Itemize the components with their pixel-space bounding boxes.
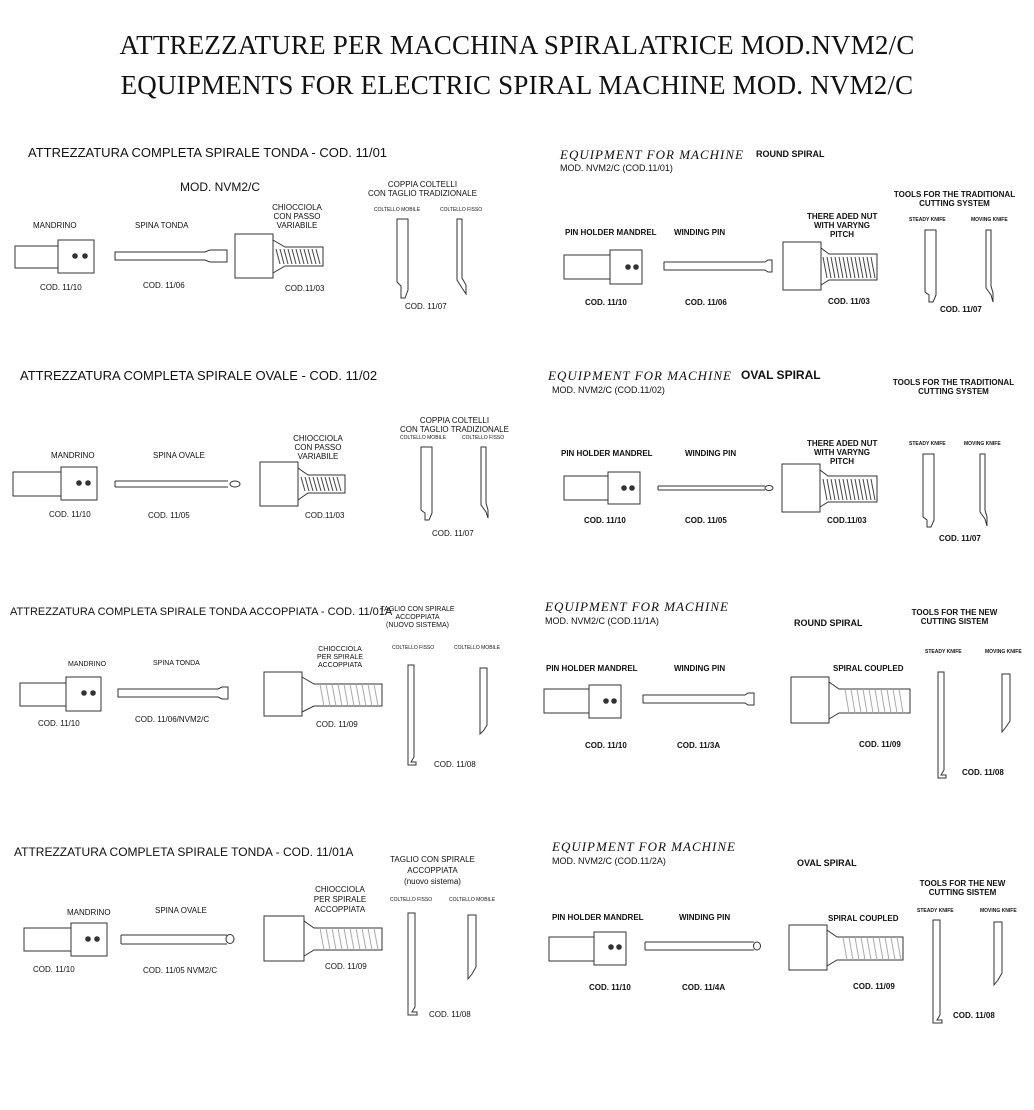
mandrel-hole-icon <box>604 699 609 704</box>
model-label: MOD. NVM2/C <box>180 180 261 194</box>
panel-round-spiral-en <box>517 140 1034 375</box>
knife-a-label: COLTELLO FISSO <box>390 897 433 903</box>
knife-b-icon <box>994 922 1002 985</box>
oval-pin-tip-icon <box>226 935 234 944</box>
knife-b-label: MOVING KNIFE <box>985 649 1022 655</box>
mandrel-shaft-icon <box>20 683 66 706</box>
mandrel-shaft-icon <box>24 928 71 951</box>
nut-label: CHIOCCIOLA PER SPIRALE ACCOPPIATA <box>313 885 367 914</box>
nut-label: CHIOCCIOLA PER SPIRALE ACCOPPIATA <box>317 646 363 669</box>
cod-knives: COD. 11/07 <box>940 305 982 314</box>
nut-label: THERE ADED NUT WITH VARYNG PITCH <box>807 212 878 239</box>
panel-heading: EQUIPMENT FOR MACHINE <box>560 147 744 162</box>
knife-b-label: MOVING KNIFE <box>980 908 1017 914</box>
tooling-drawing <box>517 362 1034 597</box>
knife-b-icon <box>457 219 466 294</box>
knife-b-icon <box>481 447 488 518</box>
round-pin-icon <box>118 687 228 699</box>
pin-label: SPINA TONDA <box>135 221 189 230</box>
panel-heading: ATTREZZATURA COMPLETA SPIRALE TONDA - COD. 11/01 <box>28 145 388 160</box>
cod-pin: COD. 11/06 <box>143 281 185 290</box>
tooling-drawing <box>0 140 517 375</box>
knives-label: TAGLIO CON SPIRALE ACCOPPIATA (NUOVO SISTEMA) <box>380 606 455 629</box>
cod-nut: COD. 11/03 <box>828 297 870 306</box>
cod-nut: COD. 11/09 <box>316 720 358 729</box>
panel-oval-coupled-it <box>0 840 517 1075</box>
knives-label: TOOLS FOR THE NEW CUTTING SISTEM <box>911 608 998 626</box>
panel-round-spiral-it <box>0 140 517 375</box>
panel-oval-spiral-it <box>0 362 517 597</box>
knife-b-icon <box>480 668 487 734</box>
cod-mandrel: COD. 11/10 <box>40 283 82 292</box>
oval-pin-tip-icon <box>754 942 761 950</box>
nut-label: THERE ADED NUT WITH VARYNG PITCH <box>807 439 878 466</box>
cod-knives: COD. 11/08 <box>962 768 1004 777</box>
cod-knives: COD. 11/08 <box>953 1011 995 1020</box>
mandrel-hole-icon <box>612 699 617 704</box>
cod-pin: COD. 11/4A <box>682 983 726 992</box>
mandrel-shaft-icon <box>544 689 589 713</box>
nut-label: CHIOCCIOLA CON PASSO VARIABILE <box>272 203 322 230</box>
knives-label: TOOLS FOR THE TRADITIONAL CUTTING SYSTEM <box>893 190 1016 208</box>
knife-b-icon <box>468 915 476 979</box>
nut-body-icon <box>791 677 829 723</box>
cod-pin: COD. 11/05 <box>685 516 727 525</box>
mandrel-label: MANDRINO <box>67 908 111 917</box>
knives-label: TOOLS FOR THE NEW CUTTING SISTEM <box>919 879 1006 897</box>
cod-pin: COD. 11/05 NVM2/C <box>143 966 218 975</box>
mandrel-label: MANDRINO <box>33 221 77 230</box>
tooling-drawing <box>517 140 1034 375</box>
nut-body-icon <box>235 234 273 278</box>
nut-thread-icon <box>843 937 901 960</box>
mandrel-hole-icon <box>617 945 622 950</box>
mandrel-label: PIN HOLDER MANDREL <box>546 664 638 673</box>
panel-heading: ATTREZZATURA COMPLETA SPIRALE OVALE - COD. 11/02 <box>20 368 378 383</box>
panel-heading: EQUIPMENT FOR MACHINE <box>548 368 732 383</box>
knives-label: COPPIA COLTELLI CON TAGLIO TRADIZIONALE <box>368 180 477 198</box>
cod-mandrel: COD. 11/10 <box>38 719 80 728</box>
knife-b-label: COLTELLO MOBILE <box>449 897 496 903</box>
cod-mandrel: COD. 11/10 <box>585 298 627 307</box>
panel-heading: EQUIPMENT FOR MACHINE <box>545 599 729 614</box>
knife-a-icon <box>408 665 416 765</box>
mandrel-hole-icon <box>634 265 639 270</box>
panel-heading: ATTREZZATURA COMPLETA SPIRALE TONDA - COD. 11/01A <box>14 845 354 859</box>
cod-knives: COD. 11/07 <box>939 534 981 543</box>
cod-nut: COD.11/03 <box>285 284 325 293</box>
pin-label: WINDING PIN <box>674 664 726 673</box>
knife-a-label: COLTELLO MOBILE <box>400 435 447 441</box>
mandrel-hole-icon <box>622 486 627 491</box>
nut-body-icon <box>260 462 298 506</box>
nut-thread-icon <box>301 477 341 491</box>
pin-label: WINDING PIN <box>679 913 731 922</box>
tooling-drawing <box>0 840 517 1075</box>
mandrel-hole-icon <box>82 691 87 696</box>
spiral-kind: OVAL SPIRAL <box>741 368 821 382</box>
model-label: MOD. NVM2/C (COD.11/01) <box>560 163 673 173</box>
model-label: MOD. NVM2/C (COD.11/2A) <box>552 856 666 866</box>
nut-thread-icon <box>320 928 378 950</box>
nut-label: SPIRAL COUPLED <box>828 914 899 923</box>
spiral-kind: ROUND SPIRAL <box>794 618 863 628</box>
knife-b-label: MOVING KNIFE <box>964 441 1001 447</box>
cod-knives: COD. 11/08 <box>429 1010 471 1019</box>
mandrel-hole-icon <box>73 254 78 259</box>
cod-pin: COD. 11/06/NVM2/C <box>135 715 210 724</box>
oval-pin-tip-icon <box>230 481 240 487</box>
model-label: MOD. NVM2/C (COD.11/1A) <box>545 616 659 626</box>
nut-body-icon <box>264 916 304 961</box>
cod-nut: COD.11/03 <box>305 511 345 520</box>
knife-a-label: STEADY KNIFE <box>909 217 946 223</box>
mandrel-shaft-icon <box>564 255 610 279</box>
knife-b-label: COLTELLO FISSO <box>440 207 483 213</box>
mandrel-hole-icon <box>630 486 635 491</box>
cod-mandrel: COD. 11/10 <box>584 516 626 525</box>
knife-a-icon <box>397 219 408 298</box>
knife-b-icon <box>986 230 993 302</box>
mandrel-hole-icon <box>83 254 88 259</box>
cod-nut: COD.11/03 <box>827 516 867 525</box>
cod-pin: COD. 11/05 <box>148 511 190 520</box>
round-pin-icon <box>115 250 227 262</box>
nut-thread-icon <box>823 479 875 500</box>
knife-a-label: COLTELLO MOBILE <box>374 207 421 213</box>
panel-round-coupled-it <box>0 597 517 832</box>
mandrel-label: MANDRINO <box>51 451 95 460</box>
mandrel-hole-icon <box>95 937 100 942</box>
mandrel-shaft-icon <box>15 246 58 268</box>
nut-body-icon <box>789 925 827 970</box>
mandrel-label: PIN HOLDER MANDREL <box>552 913 644 922</box>
panel-heading: ATTREZZATURA COMPLETA SPIRALE TONDA ACCOPPIATA - COD. 11/01A <box>10 606 393 618</box>
nut-body-icon <box>264 672 302 716</box>
nut-cone-icon <box>298 468 345 500</box>
cod-mandrel: COD. 11/10 <box>585 741 627 750</box>
cod-mandrel: COD. 11/10 <box>49 510 91 519</box>
oval-pin-icon <box>658 486 765 490</box>
mandrel-hole-icon <box>626 265 631 270</box>
tooling-drawing <box>0 597 517 832</box>
cod-mandrel: COD. 11/10 <box>33 965 75 974</box>
pin-label: SPINA OVALE <box>153 451 205 460</box>
mandrel-hole-icon <box>91 691 96 696</box>
knife-a-label: STEADY KNIFE <box>925 649 962 655</box>
oval-pin-icon <box>645 942 754 950</box>
spiral-kind: OVAL SPIRAL <box>797 858 857 868</box>
oval-pin-icon <box>121 935 227 944</box>
round-pin-icon <box>643 693 754 705</box>
cod-pin: COD. 11/06 <box>685 298 727 307</box>
nut-label: CHIOCCIOLA CON PASSO VARIABILE <box>293 434 343 461</box>
knife-a-icon <box>923 454 934 527</box>
cod-knives: COD. 11/07 <box>405 302 447 311</box>
tooling-drawing <box>0 362 517 597</box>
model-label: MOD. NVM2/C (COD.11/02) <box>552 385 665 395</box>
knife-b-label: COLTELLO MOBILE <box>454 645 501 651</box>
nut-cone-icon <box>827 930 903 966</box>
knife-a-icon <box>421 447 432 520</box>
mandrel-label: PIN HOLDER MANDREL <box>565 228 657 237</box>
knife-a-icon <box>408 913 417 1015</box>
nut-thread-icon <box>276 249 320 264</box>
knife-a-label: STEADY KNIFE <box>917 908 954 914</box>
panel-heading: EQUIPMENT FOR MACHINE <box>552 839 736 854</box>
knife-a-label: STEADY KNIFE <box>909 441 946 447</box>
cod-knives: COD. 11/08 <box>434 760 476 769</box>
round-pin-icon <box>664 260 772 272</box>
nut-label: SPIRAL COUPLED <box>833 664 904 673</box>
knife-a-icon <box>925 230 936 302</box>
cod-mandrel: COD. 11/10 <box>589 983 631 992</box>
cod-nut: COD. 11/09 <box>325 962 367 971</box>
mandrel-label: PIN HOLDER MANDREL <box>561 449 653 458</box>
knives-label: TOOLS FOR THE TRADITIONAL CUTTING SYSTEM <box>892 378 1015 396</box>
oval-pin-tip-icon <box>765 486 773 491</box>
pin-label: WINDING PIN <box>674 228 726 237</box>
knife-b-icon <box>1002 674 1010 732</box>
cod-pin: COD. 11/3A <box>677 741 721 750</box>
cod-nut: COD. 11/09 <box>853 982 895 991</box>
nut-thread-icon <box>320 684 378 706</box>
mandrel-shaft-icon <box>13 472 61 496</box>
pin-label: SPINA OVALE <box>155 906 207 915</box>
panel-oval-spiral-en <box>517 362 1034 597</box>
oval-pin-icon <box>115 481 228 487</box>
nut-body-icon <box>783 242 821 290</box>
panel-oval-coupled-en <box>517 840 1034 1075</box>
panel-round-coupled-en <box>517 597 1034 832</box>
nut-thread-icon <box>823 257 875 278</box>
mandrel-hole-icon <box>609 945 614 950</box>
knife-a-label: COLTELLO FISSO <box>392 645 435 651</box>
title-italian: ATTREZZATURE PER MACCHINA SPIRALATRICE MOD.NVM2/C <box>119 30 915 60</box>
cod-nut: COD. 11/09 <box>859 740 901 749</box>
mandrel-hole-icon <box>86 937 91 942</box>
nut-body-icon <box>782 464 820 512</box>
knives-label: COPPIA COLTELLI CON TAGLIO TRADIZIONALE <box>400 416 509 434</box>
knife-a-icon <box>938 672 946 778</box>
title-english: EQUIPMENTS FOR ELECTRIC SPIRAL MACHINE MOD. NVM2/C <box>120 70 914 100</box>
knife-b-label: COLTELLO FISSO <box>462 435 505 441</box>
spiral-kind: ROUND SPIRAL <box>756 149 825 159</box>
pin-label: WINDING PIN <box>685 449 737 458</box>
mandrel-shaft-icon <box>549 937 594 961</box>
mandrel-hole-icon <box>86 481 91 486</box>
cod-knives: COD. 11/07 <box>432 529 474 538</box>
nut-thread-icon <box>845 689 903 713</box>
knife-b-label: MOVING KNIFE <box>971 217 1008 223</box>
mandrel-shaft-icon <box>564 476 608 500</box>
mandrel-hole-icon <box>77 481 82 486</box>
knives-label: TAGLIO CON SPIRALE ACCOPPIATA (nuovo sistema) <box>390 855 475 886</box>
tooling-drawing <box>517 840 1034 1075</box>
tooling-drawing <box>517 597 1034 832</box>
nut-cone-icon <box>829 682 910 719</box>
mandrel-label: MANDRINO <box>68 661 107 668</box>
knife-b-icon <box>980 454 987 526</box>
pin-label: SPINA TONDA <box>153 660 200 667</box>
knife-a-icon <box>933 920 942 1023</box>
